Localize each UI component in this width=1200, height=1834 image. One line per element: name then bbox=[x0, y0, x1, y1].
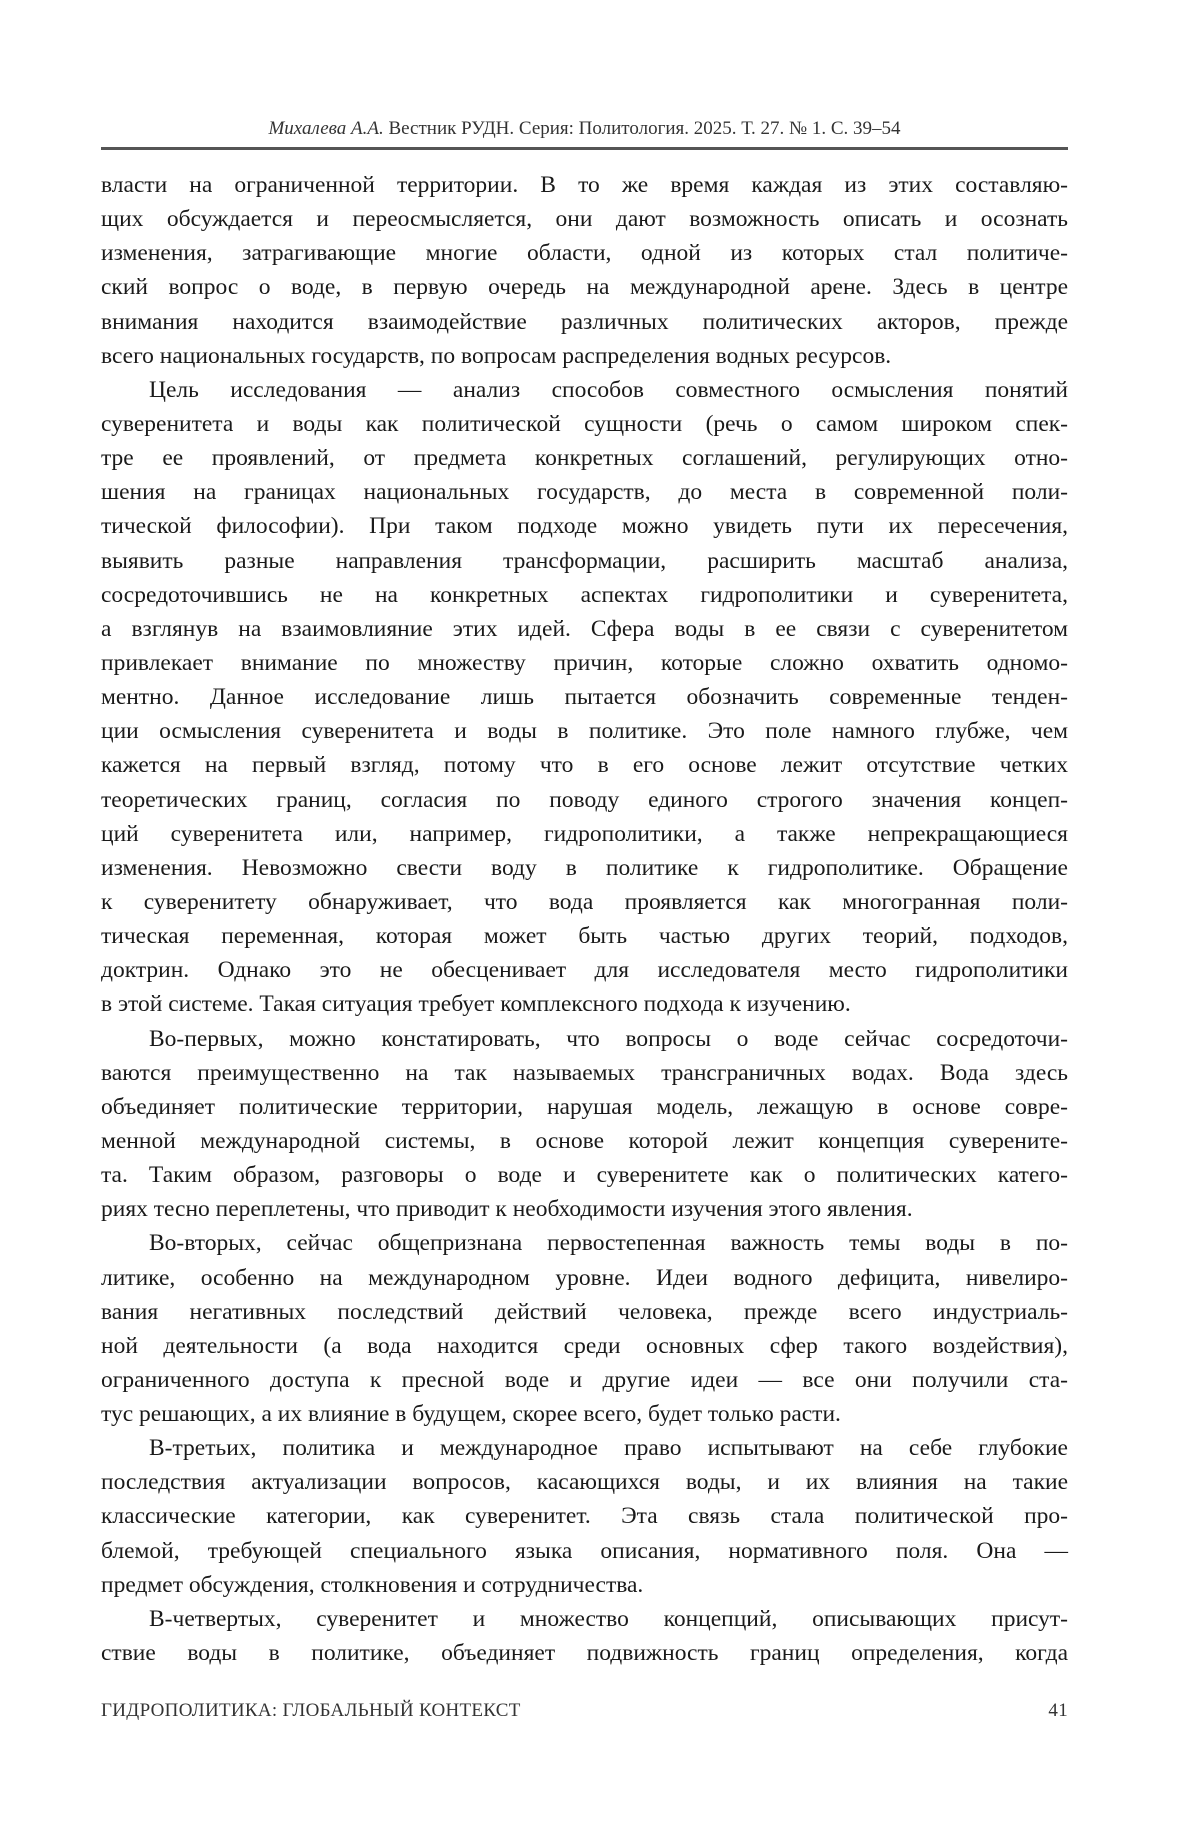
text-line: объединяет политические территории, нарушая модель, лежащую в основе совре- bbox=[101, 1093, 1068, 1120]
running-header bbox=[101, 118, 1068, 140]
paragraph bbox=[101, 1022, 1068, 1227]
text-line: Цель исследования — анализ способов совместного осмысления понятий bbox=[149, 376, 1068, 403]
text-line: Во-первых, можно констатировать, что вопросы о воде сейчас сосредоточи- bbox=[149, 1025, 1068, 1052]
text-line: суверенитета и воды как политической сущности (речь о самом широком спек- bbox=[101, 410, 1068, 437]
text-line: ограниченного доступа к пресной воде и другие идеи — все они получили ста- bbox=[101, 1366, 1068, 1393]
text-line: та. Таким образом, разговоры о воде и суверенитете как о политических катего- bbox=[101, 1162, 1068, 1189]
text-line: литике, особенно на международном уровне. Идеи водного дефицита, нивелиро- bbox=[101, 1264, 1068, 1291]
text-line: внимания находится взаимодействие различных политических акторов, прежде bbox=[101, 308, 1068, 335]
text-line: а взглянув на взаимовлияние этих идей. Сфера воды в ее связи с суверенитетом bbox=[101, 615, 1068, 642]
text-line: тре ее проявлений, от предмета конкретных соглашений, регулирующих отно- bbox=[101, 445, 1068, 472]
text-line: менной международной системы, в основе которой лежит концепция суверените- bbox=[101, 1127, 1068, 1154]
footer-section-title: ГИДРОПОЛИТИКА: ГЛОБАЛЬНЫЙ КОНТЕКСТ bbox=[101, 1700, 521, 1721]
text-line: в этой системе. Такая ситуация требует комплексного подхода к изучению. bbox=[101, 991, 851, 1018]
page-number: 41 bbox=[1048, 1700, 1068, 1721]
text-line: ствие воды в политике, объединяет подвижность границ определения, когда bbox=[101, 1640, 1068, 1667]
text-line: выявить разные направления трансформации, расширить масштаб анализа, bbox=[101, 547, 1068, 574]
text-line: тической философии). При таком подходе можно увидеть пути их пересечения, bbox=[101, 513, 1068, 540]
text-line: ский вопрос о воде, в первую очередь на международной арене. Здесь в центре bbox=[101, 274, 1068, 301]
text-line: теоретических границ, согласия по поводу единого строгого значения концеп- bbox=[101, 786, 1068, 813]
text-line: власти на ограниченной территории. В то же время каждая из этих составляю- bbox=[101, 172, 1068, 198]
text-line: блемой, требующей специального языка описания, нормативного поля. Она — bbox=[101, 1537, 1068, 1564]
text-line: привлекает внимание по множеству причин, которые сложно охватить одномо- bbox=[101, 649, 1068, 676]
header-divider bbox=[101, 147, 1068, 150]
text-line: щих обсуждается и переосмысляется, они дают возможность описать и осознать bbox=[101, 206, 1068, 233]
text-line: классические категории, как суверенитет. Эта связь стала политической про- bbox=[101, 1503, 1068, 1530]
paragraph bbox=[101, 1226, 1068, 1431]
running-footer bbox=[101, 1700, 1068, 1722]
text-line: Во-вторых, сейчас общепризнана первостепенная важность темы воды в по- bbox=[149, 1230, 1068, 1257]
paragraph bbox=[101, 1602, 1068, 1670]
text-line: В-третьих, политика и международное право испытывают на себе глубокие bbox=[149, 1435, 1068, 1462]
text-line: ментно. Данное исследование лишь пытается обозначить современные тенден- bbox=[101, 684, 1068, 711]
text-line: всего национальных государств, по вопросам распределения водных ресурсов. bbox=[101, 342, 892, 369]
text-line: риях тесно переплетены, что приводит к необходимости изучения этого явления. bbox=[101, 1196, 913, 1223]
article-body bbox=[101, 168, 1068, 1670]
text-line: кажется на первый взгляд, потому что в его основе лежит отсутствие четких bbox=[101, 752, 1068, 779]
text-line: В-четвертых, суверенитет и множество концепций, описывающих присут- bbox=[149, 1605, 1068, 1632]
paragraph bbox=[101, 168, 1068, 373]
text-line: вания негативных последствий действий человека, прежде всего индустриаль- bbox=[101, 1298, 1068, 1325]
text-line: тическая переменная, которая может быть частью других теорий, подходов, bbox=[101, 923, 1068, 950]
paragraph bbox=[101, 373, 1068, 1022]
text-line: тус решающих, а их влияние в будущем, скорее всего, будет только расти. bbox=[101, 1401, 841, 1428]
text-line: доктрин. Однако это не обесценивает для исследователя место гидрополитики bbox=[101, 957, 1068, 984]
text-line: шения на границах национальных государств, до места в современной поли- bbox=[101, 479, 1068, 506]
text-line: предмет обсуждения, столкновения и сотрудничества. bbox=[101, 1571, 644, 1598]
text-line: ций суверенитета или, например, гидрополитики, а также непрекращающиеся bbox=[101, 820, 1068, 847]
text-line: изменения. Невозможно свести воду в политике к гидрополитике. Обращение bbox=[101, 854, 1068, 881]
text-line: изменения, затрагивающие многие области, одной из которых стал политиче- bbox=[101, 240, 1068, 267]
text-line: сосредоточившись не на конкретных аспектах гидрополитики и суверенитета, bbox=[101, 581, 1068, 608]
text-line: ной деятельности (а вода находится среди основных сфер такого воздействия), bbox=[101, 1332, 1068, 1359]
text-line: ции осмысления суверенитета и воды в политике. Это поле намного глубже, чем bbox=[101, 718, 1068, 745]
text-line: к суверенитету обнаруживает, что вода проявляется как многогранная поли- bbox=[101, 888, 1068, 915]
text-line: ваются преимущественно на так называемых трансграничных водах. Вода здесь bbox=[101, 1059, 1068, 1086]
text-line: последствия актуализации вопросов, касающихся воды, и их влияния на такие bbox=[101, 1469, 1068, 1496]
header-author: Михалева А.А. bbox=[268, 118, 384, 139]
paragraph bbox=[101, 1431, 1068, 1602]
header-citation: Вестник РУДН. Серия: Политология. 2025. Т. 27. № 1. С. 39–54 bbox=[388, 118, 901, 139]
